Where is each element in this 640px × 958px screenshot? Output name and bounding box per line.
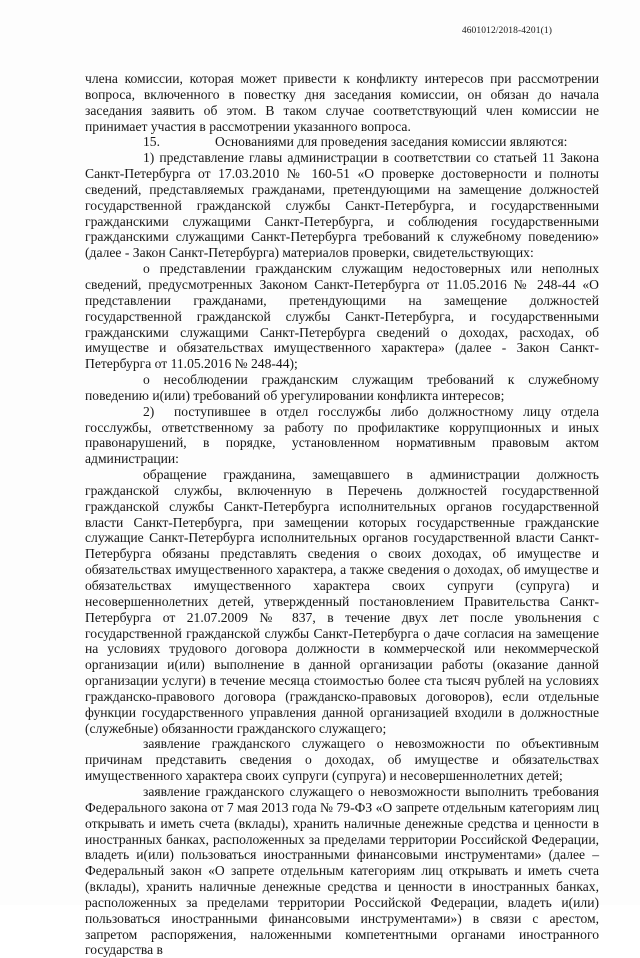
paragraph-2a: обращение гражданина, замещавшего в администрации должность гражданской службы, включенную в Перечень должностей государственной гражданской службы Санкт-Петербурга исполнительных органов государственной власти Санкт-Петербурга, при замещении которых государственные гражданские служащие Санкт-Петербурга исполнительных органов государственной власти Санкт-Петербурга обязаны представлять сведения о своих доходах, об имуществе и обязательствах имущественного характера, а также сведения о доходах, об имуществе и обязательствах имущественного характера своих супруги (супруга) и несовершеннолетних детей, утвержденный постановлением Правительства Санкт-Петербурга от 21.07.2009 № 837, в течение двух лет после увольнения с государственной гражданской службы Санкт-Петербурга о даче согласия на замещение на условиях трудового договора должности в коммерческой или некоммерческой организации и(или) выполнение в данной организации работы (оказание данной организации услуги) в течение месяца стоимостью более ста тысяч рублей на условиях гражданско-правового договора (гражданско-правовых договоров), если отдельные функции государственного управления данной организацией входили в должностные (служебные) обязанности гражданского служащего; xyxy=(85,467,599,736)
item-15-text: Основаниями для проведения заседания комиссии являются: xyxy=(215,134,568,150)
item-2-text: госслужбы, ответственному за работу по профилактике коррупционных и иных правонарушений, в порядке, установленном нормативным правовым актом администрации: xyxy=(85,419,599,467)
item-15 xyxy=(85,134,599,150)
paragraph-1: 1) представление главы администрации в соответствии со статьей 11 Закона Санкт-Петербурга от 17.03.2010 № 160-51 «О проверке достоверности и полноты сведений, представляемых гражданами, претендующими на замещение должностей государственной гражданской службы Санкт-Петербурга, и государственными гражданскими служащими Санкт-Петербурга, и соблюдения государственными гражданскими служащими Санкт-Петербурга требований к служебному поведению» (далее - Закон Санкт-Петербурга) материалов проверки, свидетельствующих: xyxy=(85,150,599,261)
document-code: 4601012/2018-4201(1) xyxy=(461,26,552,36)
paragraph-1a: о представлении гражданским служащим недостоверных или неполных сведений, предусмотренных Законом Санкт-Петербурга от 11.05.2016 № 248-44 «О представлении гражданами, претендующими на замещение должностей государственной гражданской службы Санкт-Петербурга, и государственными гражданскими служащими Санкт-Петербурга сведений о доходах, расходах, об имуществе и обязательствах имущественного характера» (далее - Закон Санкт-Петербурга от 11.05.2016 № 248-44); xyxy=(85,261,599,372)
document-body xyxy=(85,71,599,958)
item-15-number: 15. xyxy=(143,134,160,150)
paragraph-2b: заявление гражданского служащего о невозможности по объективным причинам представить сведения о доходах, об имуществе и обязательствах имущественного характера своих супруги (супруга) и несовершеннолетних детей; xyxy=(85,736,599,784)
item-2 xyxy=(85,404,599,420)
paragraph-2c: заявление гражданского служащего о невозможности выполнить требования Федерального закона от 7 мая 2013 года № 79-ФЗ «О запрете отдельным категориям лиц открывать и иметь счета (вклады), хранить наличные денежные средства и ценности в иностранных банках, расположенных за пределами территории Российской Федерации, владеть и(или) пользоваться иностранными финансовыми инструментами» (далее – Федеральный закон «О запрете отдельным категориям лиц открывать и иметь счета (вклады), хранить наличные денежные средства и ценности в иностранных банках, расположенных за пределами территории Российской Федерации, владеть и(или) пользоваться иностранными финансовыми инструментами») в связи с арестом, запретом распоряжения, наложенными компетентными органами иностранного государства в xyxy=(85,783,599,958)
paragraph-1b: о несоблюдении гражданским служащим требований к служебному поведению и(или) требований об урегулировании конфликта интересов; xyxy=(85,372,599,403)
item-2-number: 2) xyxy=(143,403,155,419)
item-2-first-line: поступившее в отдел госслужбы либо должностному лицу отдела xyxy=(174,403,599,419)
paragraph-intro: члена комиссии, которая может привести к конфликту интересов при рассмотрении вопроса, включенного в повестку дня заседания комиссии, он обязан до начала заседания заявить об этом. В таком случае соответствующий член комиссии не принимает участия в рассмотрении указанного вопроса. xyxy=(85,71,599,134)
